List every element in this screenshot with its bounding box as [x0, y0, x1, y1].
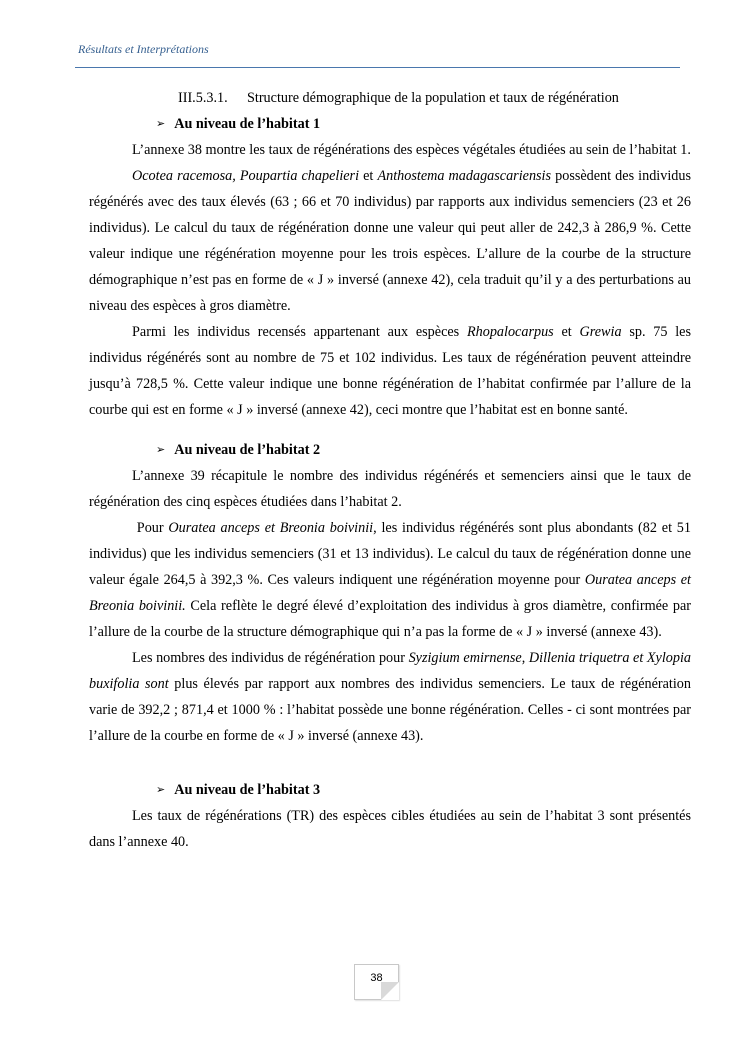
page-number-box [354, 964, 399, 1000]
habitat3-paragraph-1: Les taux de régénérations (TR) des espèces cibles étudiées au sein de l’habitat 3 sont présentés dans l’annexe 40. [89, 808, 691, 850]
text-run: et [359, 168, 378, 184]
habitat2-paragraph-2 [89, 515, 691, 645]
section-number: III.5.3.1. [178, 90, 228, 106]
species-name: Syzigium emirnense [408, 650, 522, 666]
arrow-bullet-icon: ➢ [156, 783, 166, 796]
arrow-bullet-icon: ➢ [156, 117, 166, 130]
habitat2-heading-text: Au niveau de l’habitat 2 [174, 442, 321, 458]
text-run: Cela reflète le degré élevé d’exploitation des individus à gros diamètre, confirmée par l’allure de la courbe de la structure démographique qui n’a pas la forme de « J » inversé (annexe 43). [89, 598, 691, 640]
habitat1-heading [89, 111, 691, 137]
section-heading [89, 85, 691, 111]
text-run: et [553, 324, 580, 340]
species-name: Ouratea anceps et Breonia boivinii [168, 520, 374, 536]
species-name: Rhopalocarpus [466, 324, 554, 340]
habitat3-heading-text: Au niveau de l’habitat 3 [174, 782, 321, 798]
page-number: 38 [370, 972, 383, 984]
text-run: possèdent des individus régénérés avec des taux élevés (63 ; 66 et 70 individus) par rapports aux individus semenciers (23 et 26 individus). Le calcul du taux de régénération donne une valeur qui peut aller de 242,3 à 286,9 %. Cette valeur indique une régénération moyenne pour les trois espèces. L’allure de la courbe de la structure démographique n’est pas en forme de « J » inversé (annexe 42), cela traduit qu’il y a des perturbations au niveau des espèces à gros diamètre. [89, 168, 691, 314]
habitat3-heading [89, 777, 691, 803]
species-name: Ouratea anceps et Breonia boivinii. [89, 572, 691, 614]
text-run: Les nombres des individus de régénération pour [132, 650, 409, 666]
text-run: plus élevés par rapport aux nombres des individus semenciers. Le taux de régénération varie de 392,2 ; 871,4 et 1000 % : l’habitat possède une bonne régénération. Celles - ci sont montrées par l’allure de la courbe en forme de « J » inversé (annexe 43). [89, 676, 691, 744]
species-name: Anthostema madagascariensis [377, 168, 552, 184]
habitat1-paragraph-1: L’annexe 38 montre les taux de régénérations des espèces végétales étudiées au sein de l’habitat 1. [132, 142, 691, 158]
text-run: Parmi les individus recensés appartenant aux espèces [132, 324, 467, 340]
habitat1-paragraph-2 [89, 163, 691, 319]
text-run: , [521, 650, 529, 666]
habitat1-heading-text: Au niveau de l’habitat 1 [174, 116, 321, 132]
habitat2-heading [89, 437, 691, 463]
page-body [89, 85, 691, 855]
text-run: , les individus régénérés sont plus abondants (82 et 51 individus) que les individus semenciers (31 et 13 individus). Le calcul du taux de régénération donne une valeur égale 264,5 à 392,3 %. Ces valeurs indiquent une régénération moyenne pour [89, 520, 691, 588]
section-title: Structure démographique de la population et taux de régénération [247, 90, 619, 106]
running-header: Résultats et Interprétations [78, 42, 209, 56]
header-rule [75, 67, 680, 68]
species-name: Dillenia triquetra et Xylopia buxifolia sont [89, 650, 691, 692]
habitat1-paragraph-3 [89, 319, 691, 423]
habitat2-paragraph-1: L’annexe 39 récapitule le nombre des individus régénérés et semenciers ainsi que le taux de régénération des cinq espèces étudiées dans l’habitat 2. [89, 468, 691, 510]
species-name: Grewia [579, 324, 622, 340]
habitat2-paragraph-3 [89, 645, 691, 749]
arrow-bullet-icon: ➢ [156, 443, 166, 456]
text-run: Pour [132, 520, 169, 536]
page-curl-icon [381, 982, 399, 1000]
text-run: sp. 75 les individus régénérés sont au nombre de 75 et 102 individus. Les taux de régénération peuvent atteindre jusqu’à 728,5 %. Cette valeur indique une bonne régénération de l’habitat confirmée par l’allure de la courbe qui est en forme « J » inversé (annexe 42), ceci montre que l’habitat est en bonne santé. [89, 324, 692, 418]
species-name: Ocotea racemosa, Poupartia chapelieri [132, 168, 360, 184]
